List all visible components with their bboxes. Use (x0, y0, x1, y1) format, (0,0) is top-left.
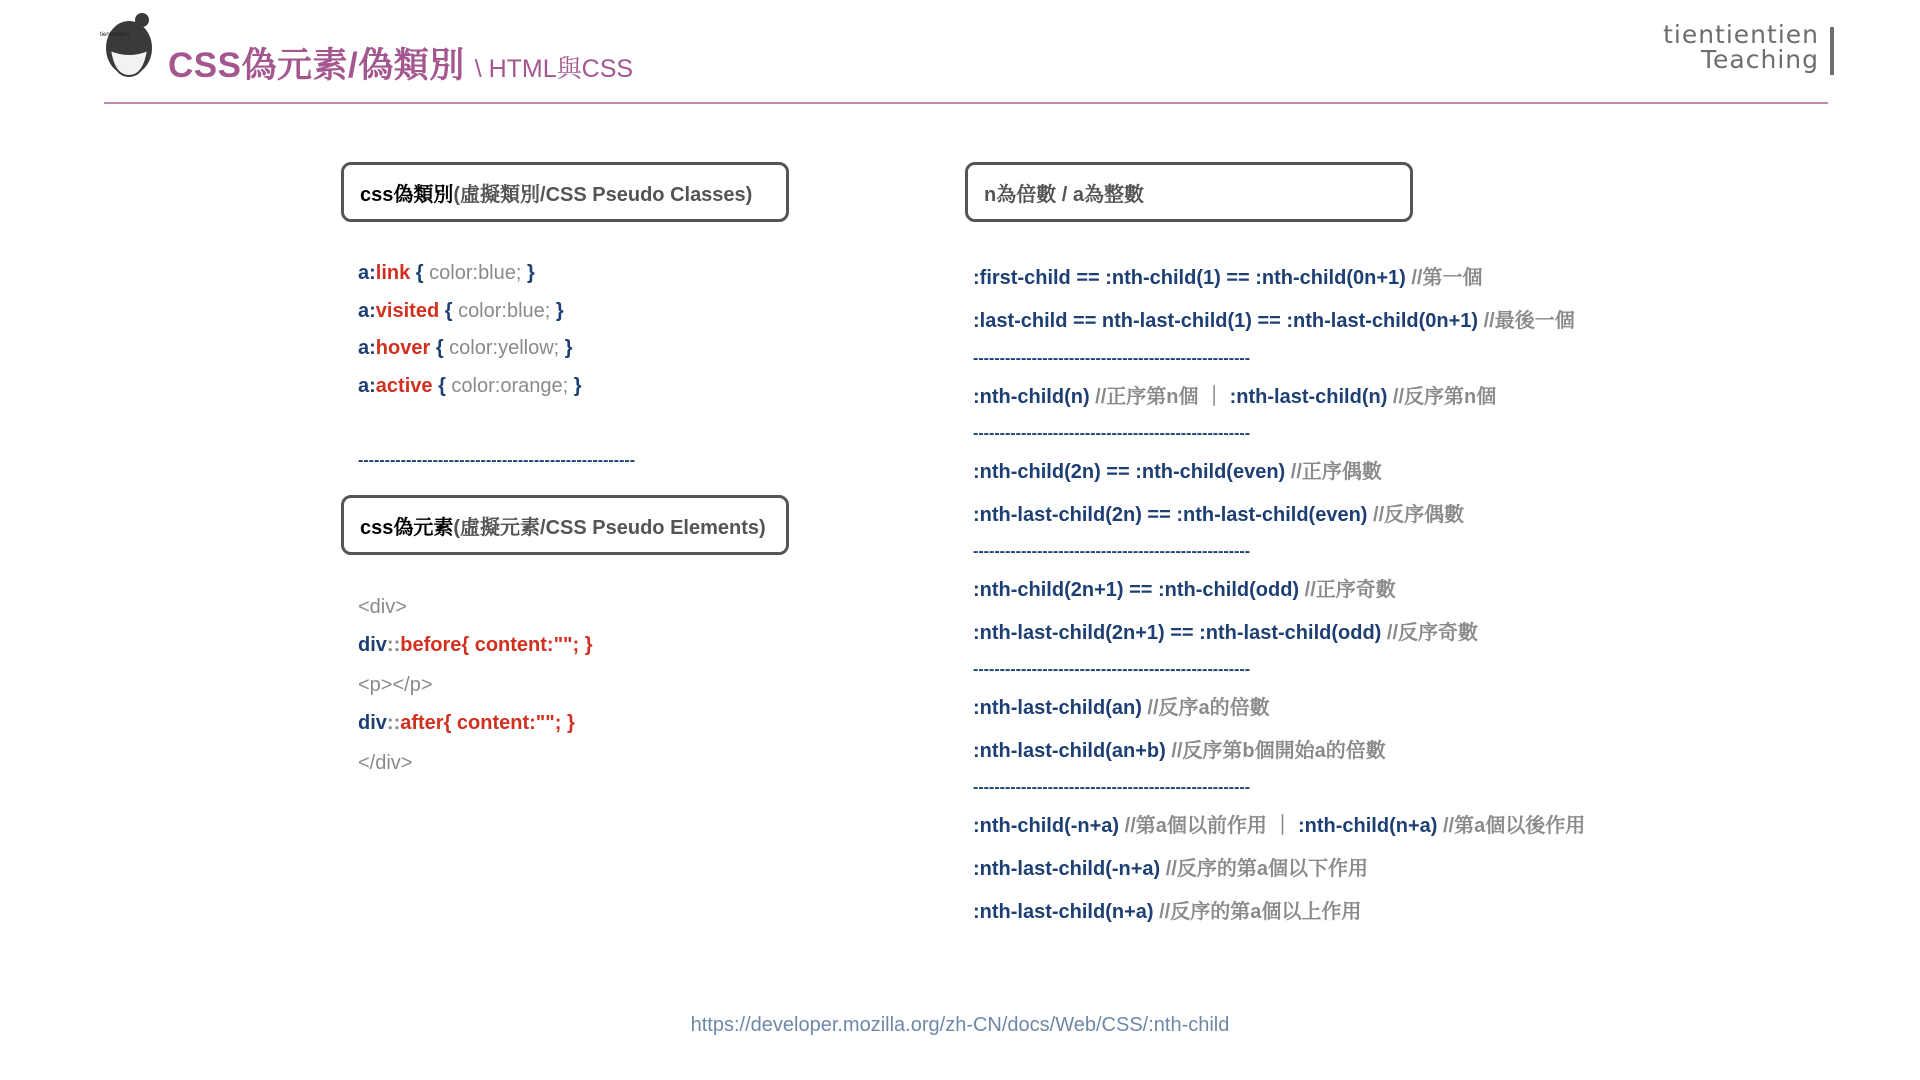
nth-comment: //正序第n個 ｜ (1089, 386, 1230, 408)
code-div-close: </div> (358, 752, 413, 774)
rule-selector: a (358, 262, 370, 284)
brand-mark (1663, 22, 1819, 72)
rule-pseudo: link (375, 262, 411, 284)
brand-line-2: Teaching (1701, 45, 1819, 74)
after-colons: :: (386, 712, 401, 734)
after-body: after{ content:""; } (400, 712, 575, 734)
pseudo-elements-sublabel: (虛擬元素/CSS Pseudo Elements) (453, 516, 766, 539)
nth-code-2: :nth-last-child(n) (1229, 386, 1388, 408)
nth-comment: //反序的第a個以上作用 (1153, 901, 1362, 923)
pseudo-elements-label: css偽元素 (360, 516, 454, 539)
brand-bar (1830, 27, 1834, 75)
rule-colon: : (369, 375, 376, 397)
rule-pseudo: active (375, 375, 433, 397)
nth-comment: //第a個以前作用 ｜ (1119, 815, 1298, 837)
header-divider (104, 102, 1828, 104)
rule-close-brace: } (559, 337, 573, 359)
nth-rule-line (973, 261, 1482, 290)
nth-comment: //反序偶數 (1367, 504, 1465, 526)
nth-code: :nth-last-child(an) (973, 697, 1142, 719)
rule-colon: : (369, 300, 376, 322)
reference-url: https://developer.mozilla.org/zh-CN/docs/Web/CSS/:nth-child (690, 1014, 1230, 1036)
right-separator: ---------------------------------------------------- (973, 661, 1251, 678)
nth-comment: //反序的第a個以下作用 (1160, 858, 1369, 880)
nth-code: :nth-child(2n) == :nth-child(even) (973, 461, 1286, 483)
nth-code: :nth-child(2n+1) == :nth-child(odd) (973, 579, 1300, 601)
pseudo-classes-sublabel: (虛擬類別/CSS Pseudo Classes) (453, 183, 753, 206)
logo-text: tientientien (100, 32, 130, 38)
nth-code: :last-child == nth-last-child(1) == :nth-last-child(0n+1) (973, 310, 1479, 332)
nth-code: :first-child == :nth-child(1) == :nth-child(0n+1) (973, 267, 1406, 289)
nth-code: :nth-last-child(2n+1) == :nth-last-child(odd) (973, 622, 1382, 644)
nth-comment: //反序a的倍數 (1141, 697, 1270, 719)
code-p-tags: <p></p> (358, 674, 433, 696)
nth-rule-line (973, 734, 1386, 763)
rule-close-brace: } (568, 375, 582, 397)
title-sub: \ HTML與CSS (474, 55, 634, 83)
right-separator: ---------------------------------------------------- (973, 779, 1251, 796)
left-separator: ---------------------------------------------------- (358, 452, 636, 469)
rule-declaration: color:blue; (458, 300, 551, 322)
after-selector: div (358, 712, 387, 734)
avatar-logo-icon (100, 12, 158, 80)
pseudo-class-rule (358, 300, 564, 323)
code-before-rule (358, 634, 593, 657)
nth-comment-2: //反序第n個 (1387, 386, 1497, 408)
nth-comment: //反序奇數 (1381, 622, 1478, 644)
nth-rule-line (973, 455, 1382, 484)
nth-code: :nth-last-child(n+a) (973, 901, 1154, 923)
nth-rule-line (973, 380, 1496, 409)
nth-comment: //反序第b個開始a的倍數 (1165, 740, 1386, 762)
right-separator: ---------------------------------------------------- (973, 425, 1251, 442)
rule-declaration: color:blue; (429, 262, 522, 284)
pseudo-classes-box (341, 162, 789, 222)
nth-comment: //第一個 (1405, 267, 1483, 289)
rule-open-brace: { (430, 337, 450, 359)
nth-rule-line (973, 304, 1575, 333)
nth-comment: //最後一個 (1478, 310, 1575, 332)
rule-pseudo: visited (375, 300, 440, 322)
nth-rule-line (973, 852, 1368, 881)
rule-open-brace: { (432, 375, 452, 397)
nth-code-2: :nth-child(n+a) (1298, 815, 1438, 837)
nth-rule-line (973, 691, 1270, 720)
before-colons: :: (386, 634, 401, 656)
pseudo-class-rule (358, 337, 573, 360)
rule-colon: : (369, 262, 376, 284)
pseudo-elements-box (341, 495, 789, 555)
rule-selector: a (358, 300, 370, 322)
nth-rule-line (973, 809, 1585, 838)
nth-comment: //正序偶數 (1285, 461, 1382, 483)
nth-rule-line (973, 616, 1478, 645)
nth-rule-line (973, 573, 1396, 602)
before-body: before{ content:""; } (400, 634, 593, 656)
nth-code: :nth-last-child(2n) == :nth-last-child(even) (973, 504, 1368, 526)
nth-code: :nth-last-child(-n+a) (973, 858, 1161, 880)
rule-close-brace: } (550, 300, 564, 322)
before-selector: div (358, 634, 387, 656)
title-main: CSS偽元素/偽類別 (168, 46, 465, 85)
rule-declaration: color:orange; (451, 375, 569, 397)
right-separator: ---------------------------------------------------- (973, 543, 1251, 560)
rule-pseudo: hover (375, 337, 431, 359)
nth-code: :nth-last-child(an+b) (973, 740, 1166, 762)
brand-line-1: tientientien (1663, 20, 1819, 49)
rule-selector: a (358, 337, 370, 359)
pseudo-class-rule (358, 262, 535, 285)
rule-open-brace: { (439, 300, 459, 322)
nth-code: :nth-child(n) (973, 386, 1090, 408)
rule-selector: a (358, 375, 370, 397)
nth-comment: //正序奇數 (1299, 579, 1396, 601)
code-after-rule (358, 712, 575, 735)
rule-declaration: color:yellow; (449, 337, 560, 359)
pseudo-classes-label: css偽類別 (360, 183, 454, 206)
code-div-open: <div> (358, 596, 407, 618)
right-separator: ---------------------------------------------------- (973, 350, 1251, 367)
nth-comment-2: //第a個以後作用 (1437, 815, 1586, 837)
nth-code: :nth-child(-n+a) (973, 815, 1120, 837)
rule-colon: : (369, 337, 376, 359)
rule-open-brace: { (410, 262, 430, 284)
pseudo-class-rule (358, 375, 582, 398)
page-title (168, 38, 633, 88)
rule-close-brace: } (521, 262, 535, 284)
nth-rule-line (973, 498, 1464, 527)
nth-rule-line (973, 895, 1361, 924)
n-definition-box (965, 162, 1413, 222)
n-definition-label: n為倍數 / a為整數 (984, 183, 1145, 206)
